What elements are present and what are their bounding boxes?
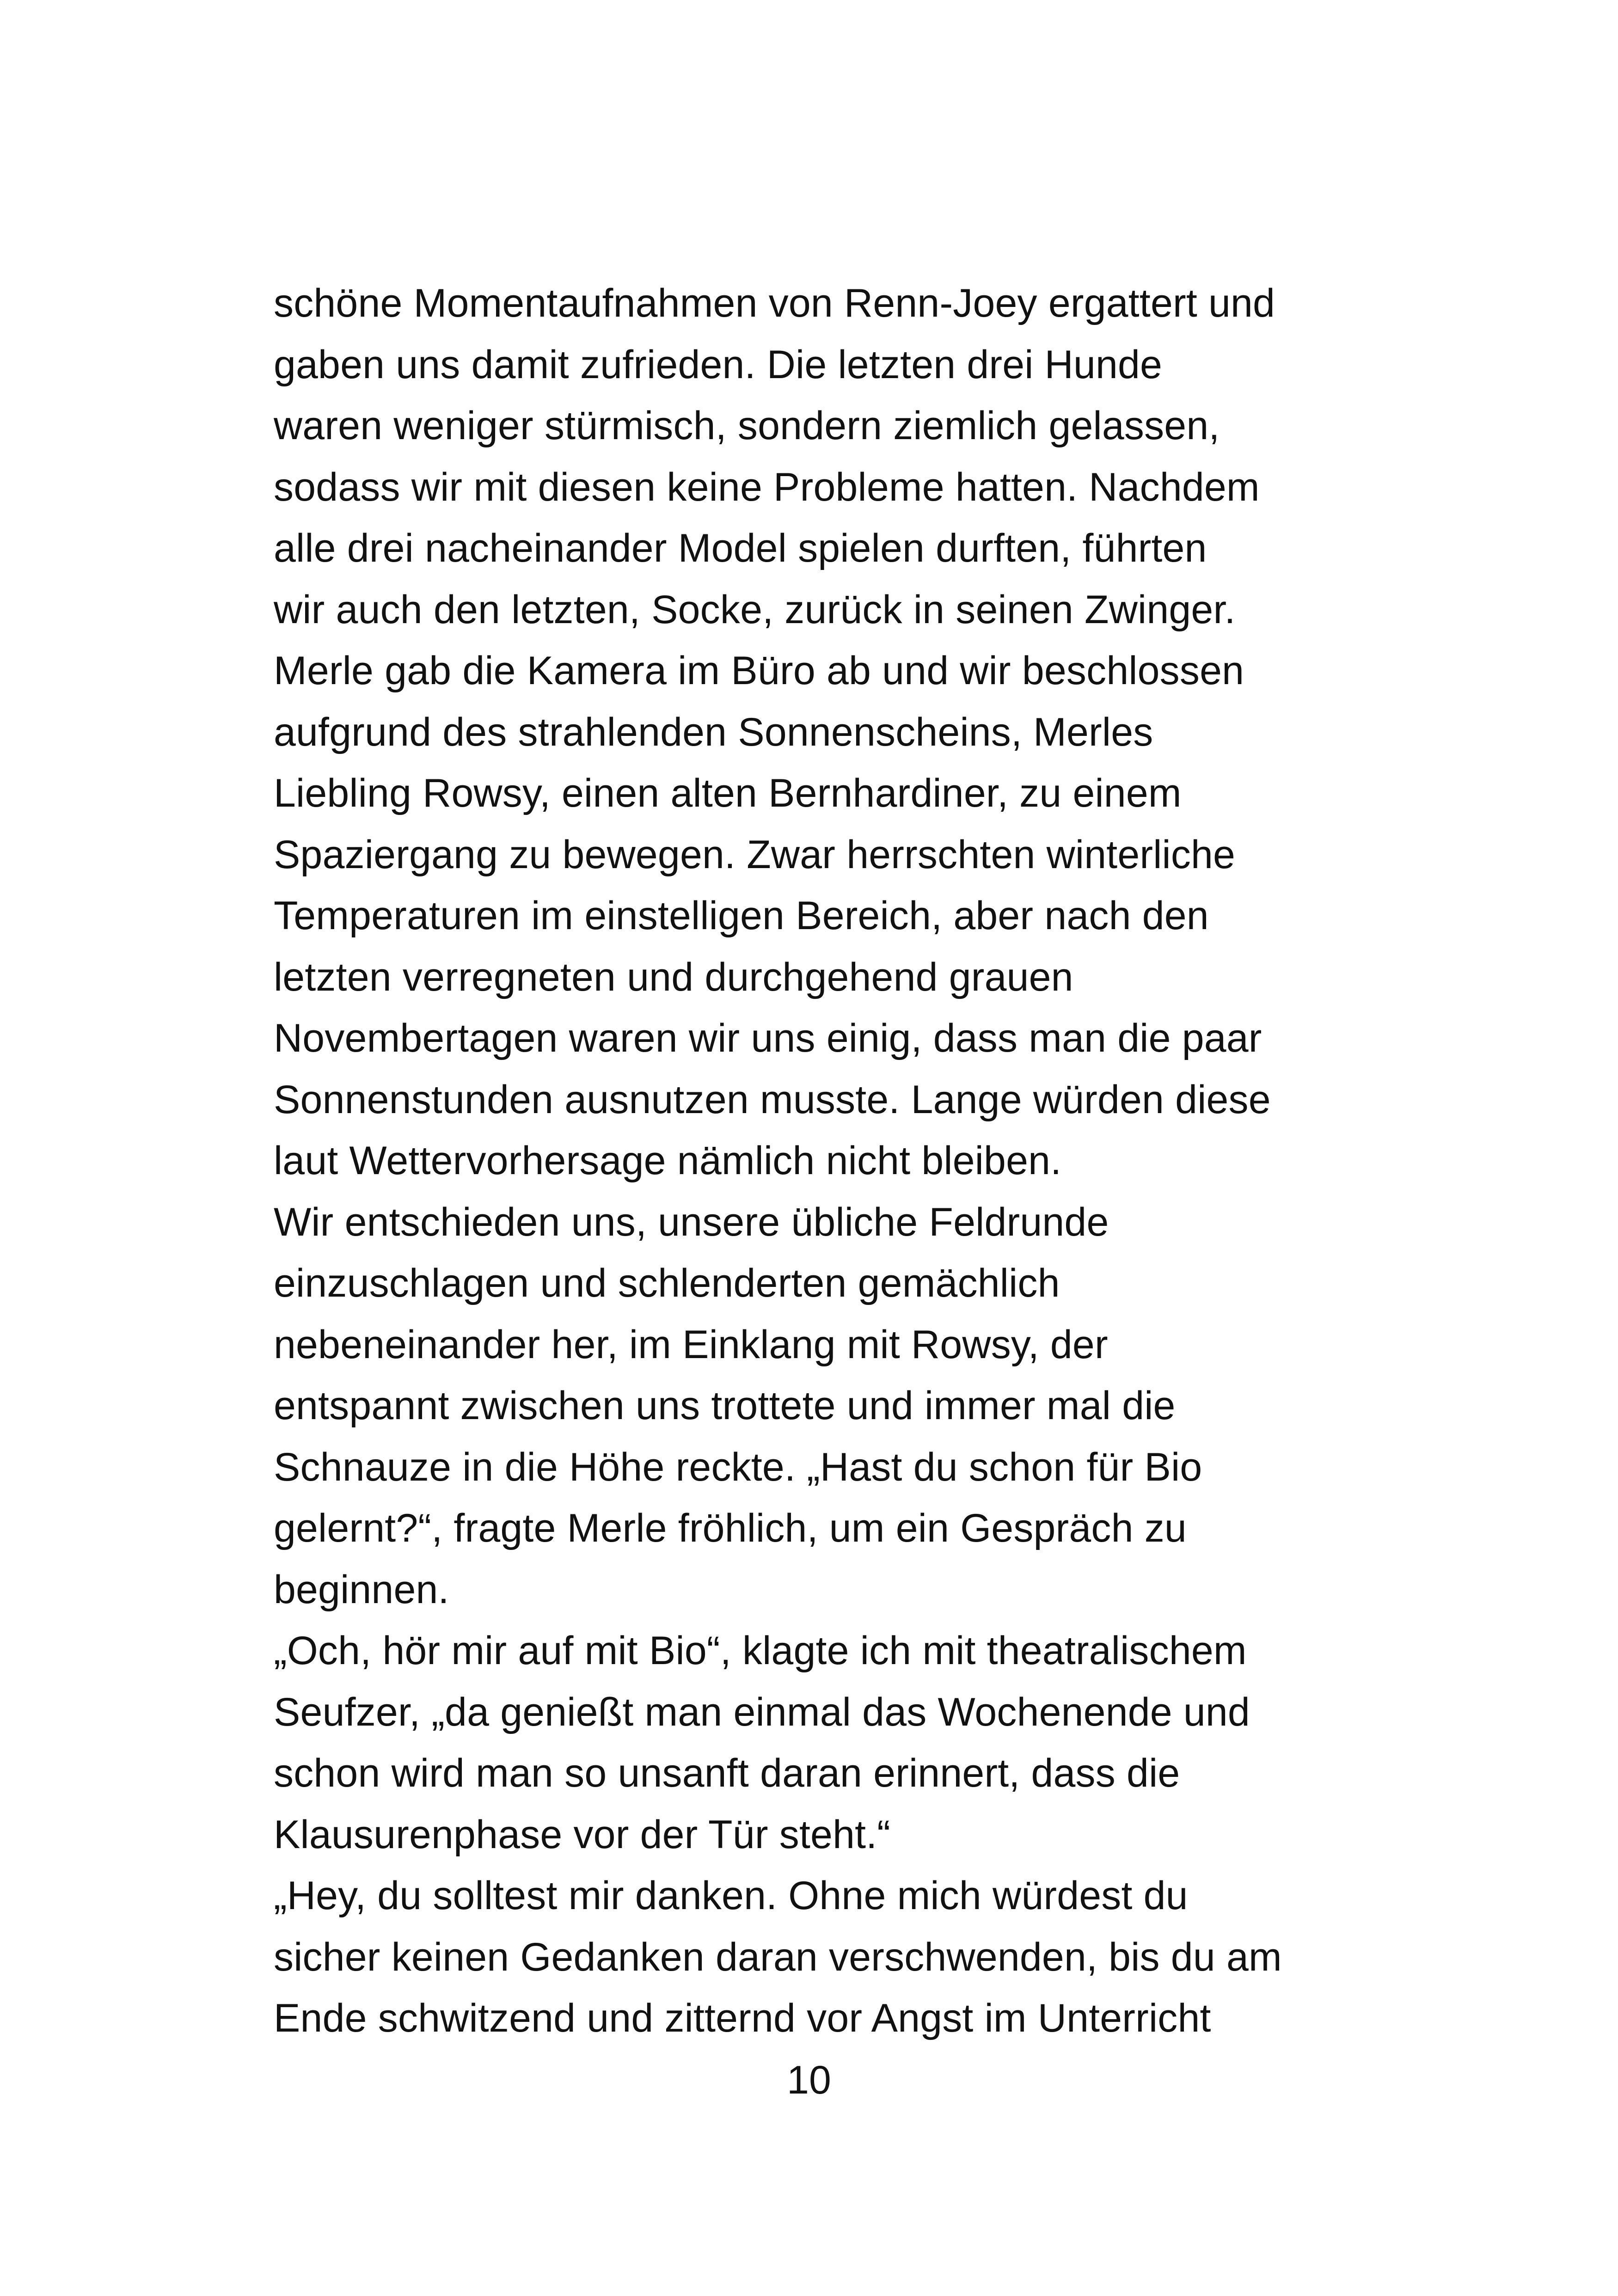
text-line: Merle gab die Kamera im Büro ab und wir beschlossen	[274, 649, 1244, 693]
text-line: Temperaturen im einstelligen Bereich, aber nach den	[274, 894, 1209, 938]
text-line: schon wird man so unsanft daran erinnert, dass die	[274, 1751, 1180, 1795]
text-line: Seufzer, „da genießt man einmal das Wochenende und	[274, 1690, 1250, 1734]
text-line: gaben uns damit zufrieden. Die letzten drei Hunde	[274, 342, 1163, 387]
text-line: nebeneinander her, im Einklang mit Rowsy, der	[274, 1322, 1108, 1367]
text-line: Novembertagen waren wir uns einig, dass man die paar	[274, 1016, 1262, 1060]
text-line: beginnen.	[274, 1567, 449, 1612]
text-line: gelernt?“, fragte Merle fröhlich, um ein Gespräch zu	[274, 1506, 1187, 1550]
text-line: „Hey, du solltest mir danken. Ohne mich würdest du	[274, 1874, 1188, 1918]
text-line: letzten verregneten und durchgehend grauen	[274, 955, 1073, 999]
text-line: Liebling Rowsy, einen alten Bernhardiner, zu einem	[274, 771, 1182, 815]
text-line: alle drei nacheinander Model spielen durften, führten	[274, 526, 1207, 570]
text-line: Sonnenstunden ausnutzen musste. Lange würden diese	[274, 1077, 1271, 1122]
text-line: Ende schwitzend und zitternd vor Angst im Unterricht	[274, 1996, 1211, 2040]
text-line: wir auch den letzten, Socke, zurück in seinen Zwinger.	[274, 587, 1236, 632]
text-line: Klausurenphase vor der Tür steht.“	[274, 1812, 891, 1857]
text-line: Wir entschieden uns, unsere übliche Feldrunde	[274, 1200, 1109, 1244]
text-line: entspannt zwischen uns trottete und immer mal die	[274, 1384, 1176, 1428]
text-line: „Och, hör mir auf mit Bio“, klagte ich mit theatralischem	[274, 1629, 1247, 1673]
text-line: sicher keinen Gedanken daran verschwenden, bis du am	[274, 1935, 1282, 1979]
text-line: Spaziergang zu bewegen. Zwar herrschten winterliche	[274, 832, 1236, 877]
text-line: schöne Momentaufnahmen von Renn-Joey ergattert und	[274, 281, 1275, 325]
body-text	[274, 273, 1383, 2049]
text-line: sodass wir mit diesen keine Probleme hatten. Nachdem	[274, 465, 1260, 509]
text-line: Schnauze in die Höhe reckte. „Hast du schon für Bio	[274, 1445, 1202, 1489]
page-number: 10	[787, 2058, 831, 2102]
text-line: einzuschlagen und schlenderten gemächlich	[274, 1261, 1060, 1305]
text-line: laut Wettervorhersage nämlich nicht bleiben.	[274, 1139, 1062, 1183]
text-line: aufgrund des strahlenden Sonnenscheins, Merles	[274, 710, 1153, 754]
text-line: waren weniger stürmisch, sondern ziemlich gelassen,	[274, 404, 1220, 448]
